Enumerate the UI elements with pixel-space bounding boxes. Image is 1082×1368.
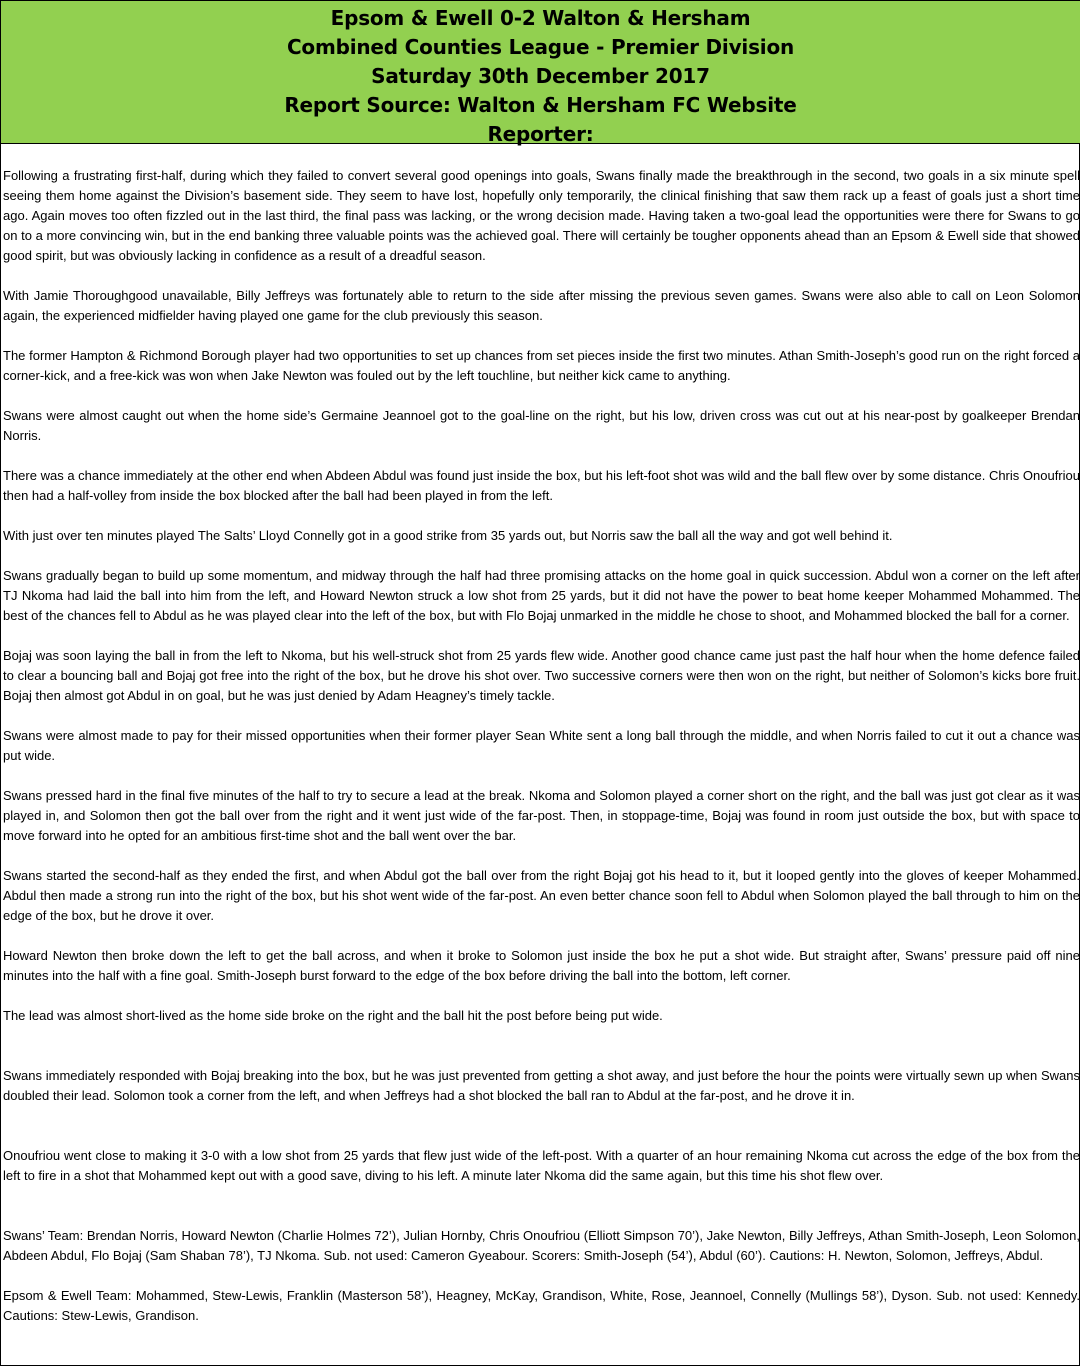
report-paragraph: There was a chance immediately at the other end when Abdeen Abdul was found just inside the box, but his left-foot shot was wild and the ball flew over by some distance. Chris Onoufriou then had a half-volley from inside the box blocked after the ball had been played in from the left. <box>3 468 1080 503</box>
report-paragraph: Swans were almost caught out when the home side’s Germaine Jeannoel got to the goal-line on the right, but his low, driven cross was cut out at his near-post by goalkeeper Brendan Norris. <box>3 408 1080 443</box>
report-paragraph: Onoufriou went close to making it 3-0 with a low shot from 25 yards that flew just wide of the left-post. With a quarter of an hour remaining Nkoma cut across the edge of the box from the left to fire in a shot that Mohammed kept out with a good save, diving to his left. A minute later Nkoma did the same again, but this time his shot flew over. <box>3 1148 1080 1183</box>
report-paragraph: Howard Newton then broke down the left to get the ball across, and when it broke to Solomon just inside the box he put a shot wide. But straight after, Swans’ pressure paid off nine minutes into the half with a fine goal. Smith-Joseph burst forward to the edge of the box before driving the ball into the bottom, left corner. <box>3 948 1080 983</box>
report-paragraph: With Jamie Thoroughgood unavailable, Billy Jeffreys was fortunately able to return to the side after missing the previous seven games. Swans were also able to call on Leon Solomon again, the experienced midfielder having played one game for the club previously this season. <box>3 288 1080 323</box>
away-team-lineup: Epsom & Ewell Team: Mohammed, Stew-Lewis, Franklin (Masterson 58’), Heagney, McKay, Grandison, White, Rose, Jeannoel, Connelly (Mullings 58’), Dyson. Sub. not used: Kennedy. Cautions: Stew-Lewis, Grandison. <box>3 1288 1080 1323</box>
report-paragraph: Swans gradually began to build up some momentum, and midway through the half had three promising attacks on the home goal in quick succession. Abdul won a corner on the left after TJ Nkoma had laid the ball into him from the left, and Howard Newton struck a low shot from 25 yards, but it did not have the power to beat home keeper Mohammed Mohammed. The best of the chances fell to Abdul as he was played clear into the left of the box, but with Flo Bojaj unmarked in the middle he chose to shoot, and Mohammed blocked the ball for a corner. <box>3 568 1080 623</box>
report-paragraph: With just over ten minutes played The Salts’ Lloyd Connelly got in a good strike from 35 yards out, but Norris saw the ball all the way and got well behind it. <box>3 528 893 543</box>
home-team-lineup: Swans’ Team: Brendan Norris, Howard Newton (Charlie Holmes 72’), Julian Hornby, Chris Onoufriou (Elliott Simpson 70’), Jake Newton, Billy Jeffreys, Athan Smith-Joseph, Leon Solomon, Abdeen Abdul, Flo Bojaj (Sam Shaban 78’), TJ Nkoma. Sub. not used: Cameron Gyeabour. Scorers: Smith-Joseph (54’), Abdul (60’). Cautions: H. Newton, Solomon, Jeffreys, Abdul. <box>3 1228 1080 1263</box>
reporter-label: Reporter: <box>487 122 594 146</box>
report-source: Report Source: Walton & Hersham FC Website <box>284 93 797 117</box>
report-paragraph: Swans started the second-half as they ended the first, and when Abdul got the ball over from the right Bojaj got his head to it, but it looped gently into the gloves of keeper Mohammed. Abdul then made a strong run into the right of the box, but his shot went wide of the far-post. An even better chance soon fell to Abdul when Solomon played the ball through to him on the edge of the box, but he drove it over. <box>3 868 1080 923</box>
report-header <box>1 1 1080 144</box>
report-paragraph: Bojaj was soon laying the ball in from the left to Nkoma, but his well-struck shot from 25 yards flew wide. Another good chance came just past the half hour when the home defence failed to clear a bouncing ball and Bojaj got free into the right of the box, but he drove his shot over. Two successive corners were then won on the right, but neither of Solomon’s kicks bore fruit. Bojaj then almost got Abdul in on goal, but he was just denied by Adam Heagney’s timely tackle. <box>3 648 1080 703</box>
report-body <box>3 166 1080 1326</box>
report-paragraph: The lead was almost short-lived as the home side broke on the right and the ball hit the post before being put wide. <box>3 1008 663 1023</box>
report-paragraph: Swans were almost made to pay for their missed opportunities when their former player Sean White sent a long ball through the middle, and when Norris failed to cut it out a chance was put wide. <box>3 728 1080 763</box>
report-paragraph: The former Hampton & Richmond Borough player had two opportunities to set up chances from set pieces inside the first two minutes. Athan Smith-Joseph’s good run on the right forced a corner-kick, and a free-kick was won when Jake Newton was fouled out by the left touchline, but neither kick came to anything. <box>3 348 1080 383</box>
report-paragraph: Swans pressed hard in the final five minutes of the half to try to secure a lead at the break. Nkoma and Solomon played a corner short on the right, and the ball was just got clear as it was played in, and Solomon then got the ball over from the right and it went just wide of the far-post. Then, in stoppage-time, Bojaj was found in room just outside the box, but with space to move forward into he opted for an ambitious first-time shot and the ball went over the bar. <box>3 788 1080 843</box>
match-title: Epsom & Ewell 0-2 Walton & Hersham <box>330 6 751 30</box>
match-date: Saturday 30th December 2017 <box>371 64 710 88</box>
report-paragraph: Following a frustrating first-half, during which they failed to convert several good openings into goals, Swans finally made the breakthrough in the second, two goals in a six minute spell seeing them home against the Division’s basement side. They seem to have lost, hopefully only temporarily, the clinical finishing that saw them rack up a feast of goals just a short time ago. Again moves too often fizzled out in the last third, the final pass was lacking, or the wrong decision made. Having taken a two-goal lead the opportunities were there for Swans to go on to a more convincing win, but in the end banking three valuable points was the achieved goal. There will certainly be tougher opponents ahead than an Epsom & Ewell side that showed good spirit, but was obviously lacking in confidence as a result of a dreadful season. <box>3 168 1080 263</box>
report-paragraph: Swans immediately responded with Bojaj breaking into the box, but he was just prevented from getting a shot away, and just before the hour the points were virtually sewn up when Swans doubled their lead. Solomon took a corner from the left, and when Jeffreys had a shot blocked the ball ran to Abdul at the far-post, and he drove it in. <box>3 1068 1080 1103</box>
competition-title: Combined Counties League - Premier Division <box>286 35 795 59</box>
